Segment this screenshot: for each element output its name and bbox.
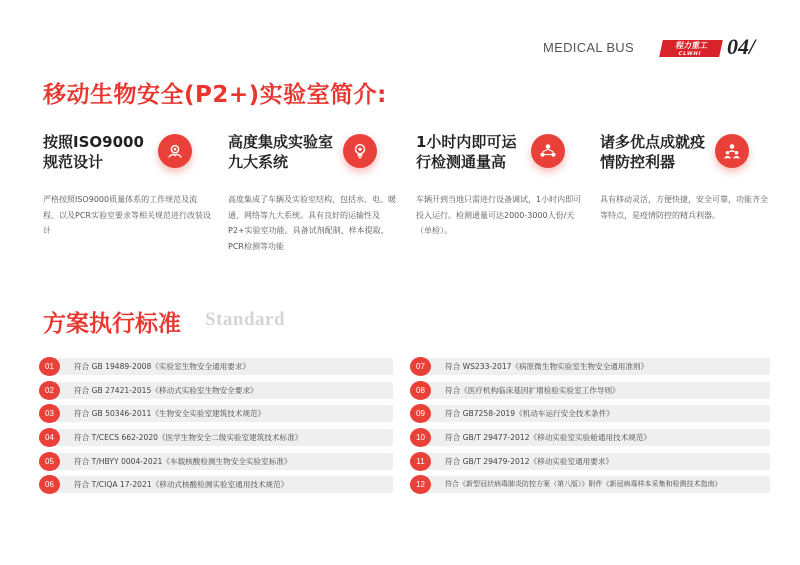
standard-text: 符合 GB/T 29479-2012《移动实验室通用要求》 [445, 457, 614, 466]
section-title-intro: 移动生物安全(P2+)实验室简介: [43, 82, 387, 108]
standard-number: 01 [39, 357, 60, 376]
standard-text: 符合 GB/T 29477-2012《移动实验室实验舱通用技术规范》 [445, 433, 652, 442]
feature-title: 1小时内即可运行检测通量高 [416, 133, 517, 171]
feature-desc: 车辆开到当地只需进行设备调试，1小时内即可投入运行。检测通量可达2000-3000人份/天（单检）。 [416, 195, 582, 235]
standard-number: 04 [39, 428, 60, 447]
standard-row [43, 476, 393, 493]
standard-row [43, 453, 393, 470]
standard-row [414, 429, 770, 446]
standard-row [414, 476, 770, 493]
standard-text: 符合 GB 19489-2008《实验室生物安全通用要求》 [74, 362, 251, 371]
lightbulb-gear-icon [343, 134, 377, 168]
header-title: MEDICAL BUS [543, 40, 634, 55]
standard-row [414, 382, 770, 399]
standard-text: 符合《医疗机构临床基因扩增检验实验室工作导则》 [445, 386, 620, 395]
standard-text: 符合 T/HBYY 0004-2021《车载核酸检测生物安全实验室标准》 [74, 457, 292, 466]
standard-number: 02 [39, 381, 60, 400]
standard-row [43, 358, 393, 375]
team-icon [715, 134, 749, 168]
feature-card [43, 132, 218, 235]
feature-desc: 具有移动灵活，方便快捷，安全可靠，功能齐全等特点，是疫情防控的精兵利器。 [600, 195, 768, 220]
feature-title: 诸多优点成就疫情防控利器 [600, 133, 706, 171]
logo-cn: 程力重工 [674, 41, 709, 50]
standard-number: 05 [39, 452, 60, 471]
feature-desc: 严格按照ISO9000质量体系的工作规范及流程、以及PCR实验室要求等相关规范进行改装设计 [43, 195, 211, 235]
feature-card [228, 132, 403, 251]
feature-desc: 高度集成了车辆及实验室结构，包括水、电、暖通、网络等九大系统。具有良好的运输性及P2+实验室功能。具备试剂配制、样本提取、PCR检测等功能 [228, 195, 396, 251]
feature-card [416, 132, 591, 235]
standard-text: 符合 GB 50346-2011《生物安全实验室建筑技术规范》 [74, 409, 266, 418]
standard-number: 08 [410, 381, 431, 400]
standard-number: 07 [410, 357, 431, 376]
feature-title: 高度集成实验室九大系统 [228, 133, 334, 171]
company-logo [659, 40, 723, 57]
people-network-icon [531, 134, 565, 168]
standard-row [414, 358, 770, 375]
standard-text: 符合 GB7258-2019《机动车运行安全技术条件》 [445, 409, 614, 418]
standard-number: 09 [410, 404, 431, 423]
page-number: 04/ [727, 34, 756, 59]
feature-title: 按照ISO9000规范设计 [43, 133, 144, 171]
standard-row [43, 405, 393, 422]
standard-row [43, 382, 393, 399]
feature-card [600, 132, 775, 220]
standard-text: 符合 T/CIQA 17-2021《移动式核酸检测实验室通用技术规范》 [74, 480, 289, 489]
standard-number: 11 [410, 452, 431, 471]
standard-text: 符合 GB 27421-2015《移动式实验室生物安全要求》 [74, 386, 258, 395]
standard-row [414, 405, 770, 422]
standard-text: 符合《新型冠状病毒肺炎防控方案（第八版）》附件《新冠病毒样本采集和检测技术指南》 [445, 480, 722, 488]
standard-text: 符合 WS233-2017《病原微生物实验室生物安全通用准则》 [445, 362, 649, 371]
standard-number: 12 [410, 475, 431, 494]
standard-text: 符合 T/CECS 662-2020《医学生物安全二级实验室建筑技术标准》 [74, 433, 303, 442]
section-title-standards: 方案执行标准 [43, 311, 181, 337]
gear-hand-icon [158, 134, 192, 168]
standard-number: 03 [39, 404, 60, 423]
standard-number: 10 [410, 428, 431, 447]
standard-row [414, 453, 770, 470]
standard-row [43, 429, 393, 446]
section-title-standards-en: Standard [205, 309, 286, 330]
logo-en: CLWHI [677, 51, 702, 57]
standard-number: 06 [39, 475, 60, 494]
